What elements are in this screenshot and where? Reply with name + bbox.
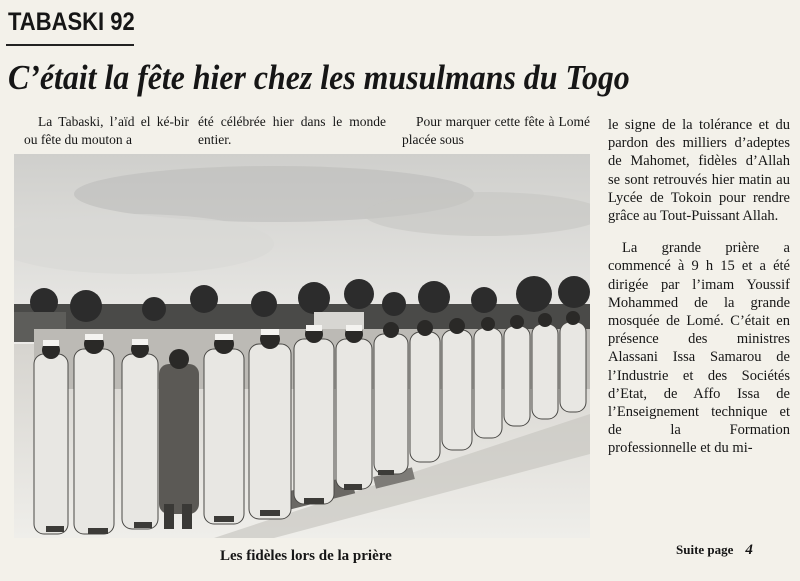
photo-caption: Les fidèles lors de la prière bbox=[220, 548, 392, 564]
article-text-col3: Pour marquer cette fête à Lomé placée sous bbox=[402, 114, 590, 147]
continuation-note bbox=[676, 542, 753, 559]
article-text-col2: été célébrée hier dans le monde entier. bbox=[198, 114, 386, 147]
continuation-page-number: 4 bbox=[745, 542, 753, 558]
article-text-col4-p1: le signe de la tolérance et du pardon des milliers d’adeptes de Mahomet, fidèles d’Allah se sont retrouvés hier matin au Lycée de Tokoin pour rendre grâce au Tout-Puissant Allah. bbox=[608, 117, 790, 225]
continuation-label: Suite page bbox=[676, 542, 734, 557]
section-kicker: TABASKI 92 bbox=[8, 8, 135, 36]
article-text-col1: La Tabaski, l’aïd el ké-bir ou fête du mouton a bbox=[24, 114, 189, 147]
article-column-4 bbox=[608, 116, 790, 458]
article-column-1 bbox=[24, 113, 189, 149]
headline: C’était la fête hier chez les musulmans du Togo bbox=[8, 58, 630, 97]
article-text-col4-p2: La grande prière a commencé à 9 h 15 et a été dirigée par l’imam Youssif Mohammed de la grande mosquée de Lomé. C’était en présence des ministres Alassani Issa Samarou de l’Industrie et des Sociétés d’Etat, de Affo Issa de l’Enseignement technique et de la Formation professionnelle et du mi- bbox=[608, 240, 790, 457]
news-photo bbox=[14, 154, 590, 538]
article-column-3 bbox=[402, 113, 590, 149]
photo-illustration bbox=[14, 154, 590, 538]
kicker-underline bbox=[6, 44, 134, 46]
article-column-2 bbox=[198, 113, 386, 149]
